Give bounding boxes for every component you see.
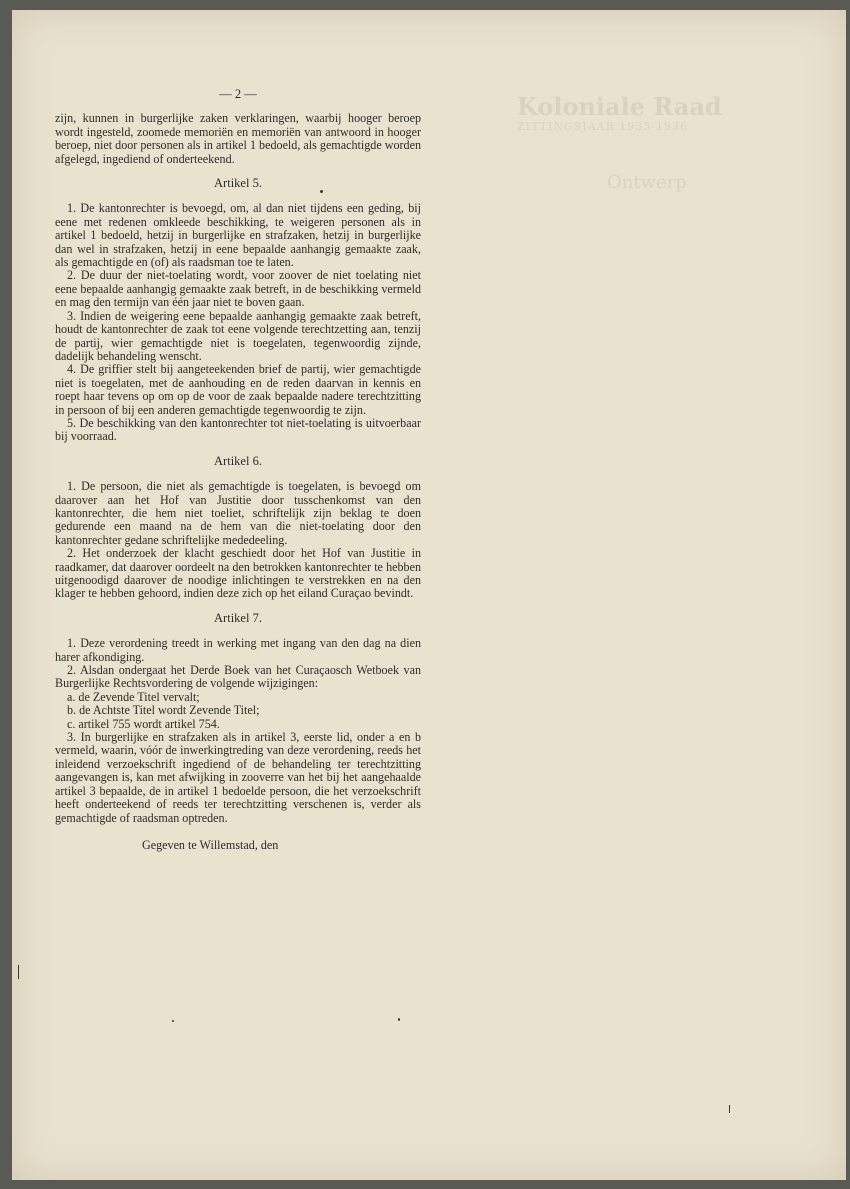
article-paragraph: 2. De duur der niet-toelating wordt, voor zoover de niet toelating niet eene bepaalde aanhangig gemaakte zaak betreft, in de beschikking vermeld en mag den termijn van één jaar niet te boven gaan.: [55, 268, 421, 310]
paper-speck: [320, 190, 323, 193]
bleed-line-3: Ontwerp: [607, 172, 687, 193]
list-item: c. artikel 755 wordt artikel 754.: [67, 716, 220, 731]
article-paragraph: 2. Het onderzoek der klacht geschiedt door het Hof van Justitie in raadkamer, dat daarover oordeelt na den betrokken kantonrechter te hebben uitgenoodigd daarover de noodige inlichtingen te verstrekken en na den klager te hebben gehoord, indien deze zich op het eiland Curaçao bevindt.: [55, 546, 421, 601]
article-paragraph: 3. In burgerlijke en strafzaken als in artikel 3, eerste lid, onder a en b vermeld, waarin, vóór de inwerkingtreding van deze verordening, reeds het inleidend verzoekschrift ingediend of de behandeling ter terechtzitting aangevangen is, kan met afwijking in zooverre van het bij het aangehaalde artikel 3 bepaalde, de in artikel 1 bedoelde persoon, die het verzoekschrift heeft onderteekend of reeds ter terechtzitting verschenen is, verder als gemachtigde of raadsman optreden.: [55, 730, 421, 825]
article-paragraph: 1. Deze verordening treedt in werking met ingang van den dag na dien harer afkondiging.: [55, 636, 421, 664]
article-heading: Artikel 7.: [214, 610, 262, 625]
article-paragraph: 4. De griffier stelt bij aangeteekenden brief de partij, wier gemachtigde niet is toegelaten, met de aanhouding en de reden daarvan in kennis en roept haar tevens op om op de voor de zaak bepaalde nadere terechtzitting in persoon of bij een anderen gemachtigde tegenwoordig te zijn.: [55, 362, 421, 417]
paper-speck: [729, 1105, 730, 1113]
page-number: — 2 —: [219, 87, 257, 101]
signoff: Gegeven te Willemstad, den: [142, 837, 279, 852]
bleed-line-2: ZITTINGSJAAR 1935-1936: [517, 120, 688, 133]
paper-speck: [398, 1018, 400, 1021]
article-paragraph: 1. De persoon, die niet als gemachtigde is toegelaten, is bevoegd om daarover aan het Hof van Justitie door tusschenkomst van den kantonrechter, die hem niet toeliet, schriftelijk zijn beklag te doen gedurende een maand na de hem van die niet-toelating door den kantonrechter gedane schriftelijke mededeeling.: [55, 479, 421, 547]
bleed-line-1: Koloniale Raad: [517, 92, 722, 121]
document-page: [12, 10, 846, 1180]
list-item: a. de Zevende Titel vervalt;: [67, 689, 200, 704]
intro-paragraph: zijn, kunnen in burgerlijke zaken verklaringen, waarbij hooger beroep wordt ingesteld, zoomede memoriën en memoriën van antwoord in hooger beroep, niet door personen als in artikel 1 bedoeld, als gemachtigde worden afgelegd, ingediend of onderteekend.: [55, 111, 421, 166]
paper-speck: [18, 965, 19, 979]
article-5: [55, 177, 421, 444]
article-heading: Artikel 5.: [214, 176, 262, 191]
article-heading: Artikel 6.: [214, 453, 262, 468]
article-paragraph: 5. De beschikking van den kantonrechter tot niet-toelating is uitvoerbaar bij voorraad.: [55, 415, 421, 444]
text-column: [55, 88, 421, 852]
article-paragraph: 2. Alsdan ondergaat het Derde Boek van het Curaçaosch Wetboek van Burgerlijke Rechtsvordering de volgende wijzigingen:: [55, 663, 421, 691]
paper-speck: [172, 1020, 174, 1022]
list-item: b. de Achtste Titel wordt Zevende Titel;: [67, 703, 260, 718]
article-paragraph: 1. De kantonrechter is bevoegd, om, al dan niet tijdens een geding, bij eene met redenen omkleede beschikking, te weigeren personen als in artikel 1 bedoeld, hetzij in burgerlijke en strafzaken, hetzij in burgerlijke dan wel in strafzaken, hetzij in eene bepaalde aanhangig gemaakte zaak, als gemachtigde en (of) als raadsman toe te laten.: [55, 201, 421, 270]
article-paragraph: 3. Indien de weigering eene bepaalde aanhangig gemaakte zaak betreft, houdt de kantonrechter de zaak tot eene volgende terechtzetting aan, tenzij de partij, wier gemachtigde niet is toegelaten, tegenwoordig zijnde, dadelijk behandeling wenscht.: [55, 308, 421, 363]
article-6: [55, 455, 421, 601]
article-7: [55, 612, 421, 825]
